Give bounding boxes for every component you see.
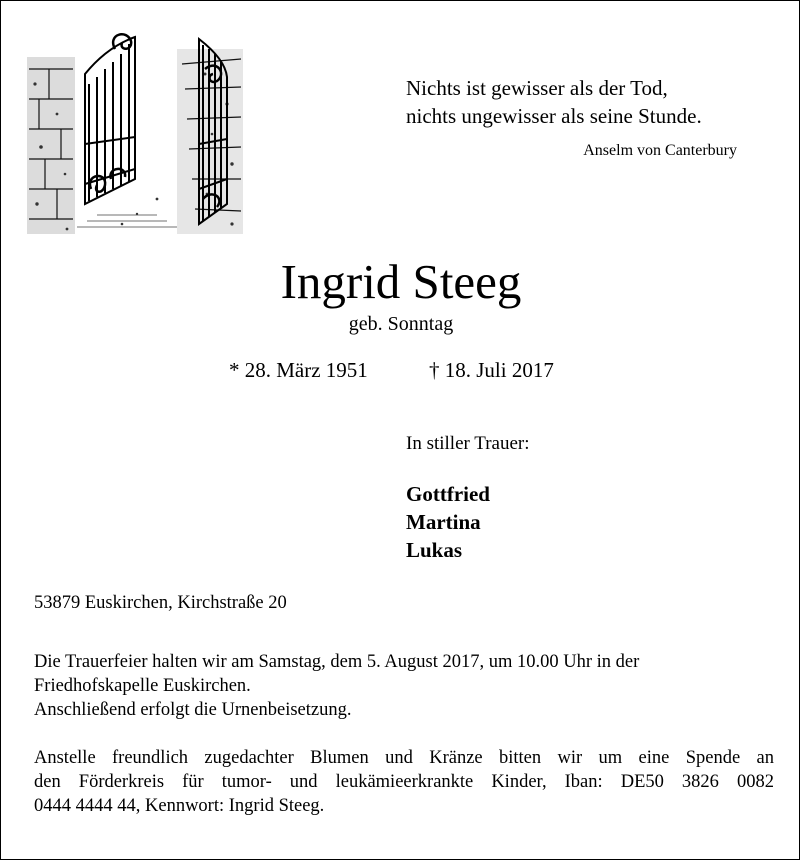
open-gate-icon bbox=[27, 29, 243, 234]
mourner-name: Lukas bbox=[406, 538, 463, 562]
ceremony-line: Anschließend erfolgt die Urnenbeisetzung. bbox=[34, 700, 352, 720]
mourner-name: Martina bbox=[406, 510, 481, 534]
mourner-name: Gottfried bbox=[406, 482, 490, 506]
ceremony-line: Die Trauerfeier halten wir am Samstag, dem 5. August 2017, um 10.00 Uhr in der bbox=[34, 652, 640, 672]
donation-paragraph bbox=[34, 746, 774, 818]
ceremony-paragraph bbox=[34, 650, 774, 722]
ceremony-line: Friedhofskapelle Euskirchen. bbox=[34, 676, 251, 696]
mourning-heading: In stiller Trauer: bbox=[406, 433, 530, 454]
quote-line-2: nichts ungewisser als seine Stunde. bbox=[406, 104, 702, 128]
donation-line: den Förderkreis für tumor- und leukämieerkrankte Kinder, Iban: DE50 3826 0082 bbox=[34, 772, 774, 792]
quote-line-1: Nichts ist gewisser als der Tod, bbox=[406, 76, 668, 100]
quote-author: Anselm von Canterbury bbox=[583, 142, 737, 159]
donation-line: Anstelle freundlich zugedachter Blumen und Kränze bitten wir um eine Spende an bbox=[34, 748, 774, 768]
address: 53879 Euskirchen, Kirchstraße 20 bbox=[34, 593, 287, 613]
birth-name: geb. Sonntag bbox=[348, 313, 454, 335]
deceased-name: Ingrid Steeg bbox=[280, 254, 522, 309]
mourners-list bbox=[406, 480, 490, 564]
birth-date: * 28. März 1951 bbox=[229, 358, 368, 382]
death-date: † 18. Juli 2017 bbox=[429, 358, 554, 382]
donation-line: 0444 4444 44, Kennwort: Ingrid Steeg. bbox=[34, 796, 325, 816]
